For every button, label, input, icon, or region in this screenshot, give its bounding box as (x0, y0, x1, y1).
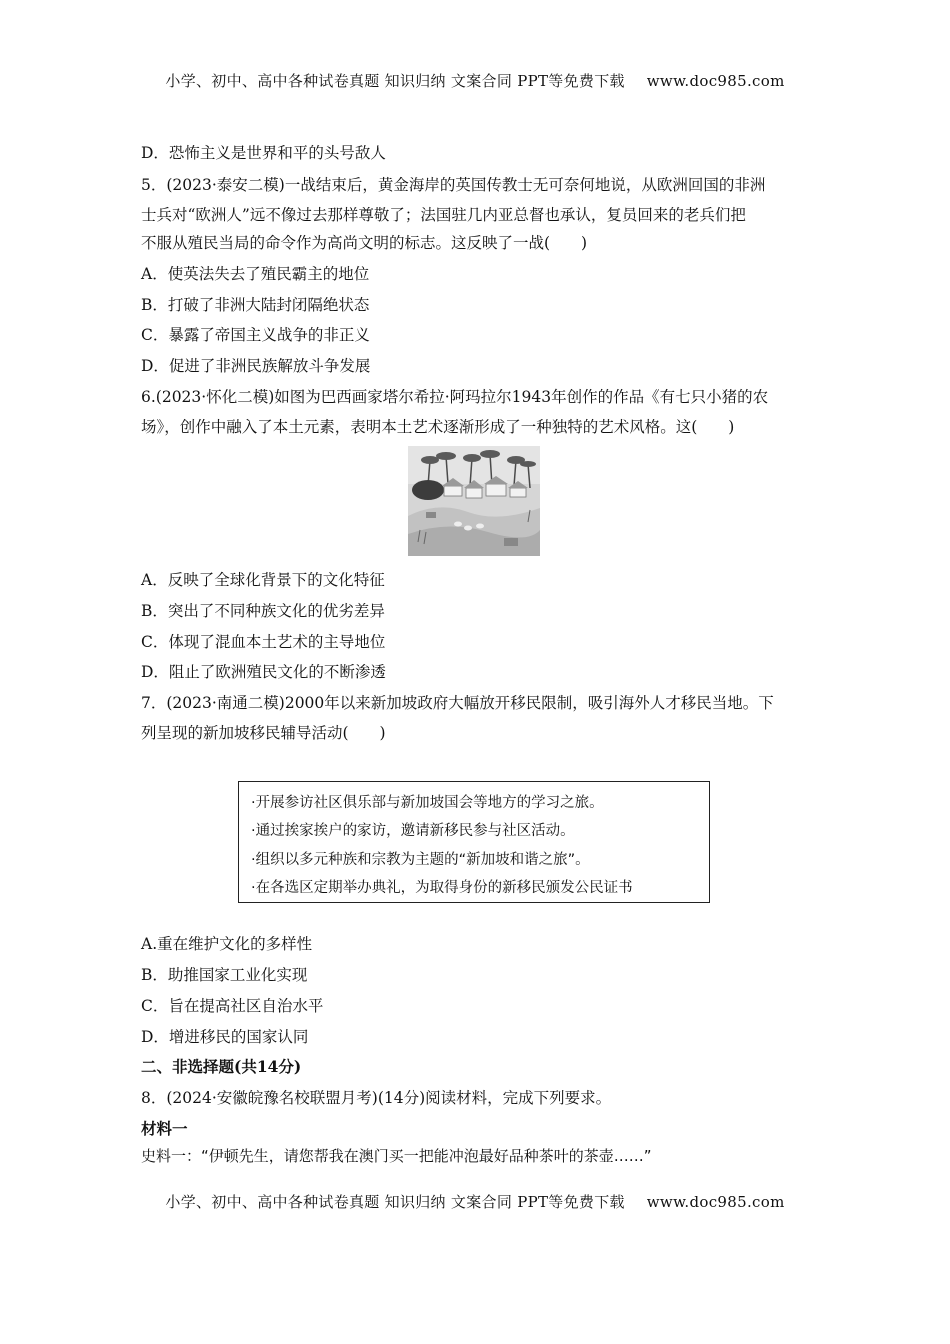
footer-url[interactable]: www.doc985.com (646, 1193, 785, 1211)
box-item-4: ·在各选区定期举办典礼，为取得身份的新移民颁发公民证书 (251, 880, 633, 896)
q7-activity-box (238, 781, 710, 903)
q8-material-label: 材料一 (141, 1119, 188, 1138)
header-url[interactable]: www.doc985.com (646, 72, 785, 90)
q6-stem-line-2: 场》，创作中融入了本土元素，表明本土艺术逐渐形成了一种独特的艺术风格。这( ) (141, 418, 735, 436)
q5-option-d: D．促进了非洲民族解放斗争发展 (141, 357, 371, 375)
q5-option-b: B．打破了非洲大陆封闭隔绝状态 (141, 296, 370, 314)
farm-painting-image (408, 446, 540, 556)
q7-option-b: B．助推国家工业化实现 (141, 966, 308, 984)
q7-option-c: C．旨在提高社区自治水平 (141, 997, 324, 1015)
box-item-1: ·开展参访社区俱乐部与新加坡国会等地方的学习之旅。 (251, 795, 604, 811)
page-footer (0, 1191, 950, 1212)
q5-stem-line-1: 5．(2023·泰安二模)一战结束后，黄金海岸的英国传教士无可奈何地说，从欧洲回国的非洲 (141, 176, 766, 194)
box-item-2: ·通过挨家挨户的家访，邀请新移民参与社区活动。 (251, 823, 575, 839)
q7-stem-line-1: 7．(2023·南通二模)2000年以来新加坡政府大幅放开移民限制，吸引海外人才移民当地。下 (141, 694, 774, 712)
q4-option-d: D．恐怖主义是世界和平的头号敌人 (141, 144, 386, 162)
q5-option-c: C．暴露了帝国主义战争的非正义 (141, 326, 370, 344)
q6-stem-line-1: 6.(2023·怀化二模)如图为巴西画家塔尔希拉·阿玛拉尔1943年创作的作品《有七只小猪的农 (141, 388, 769, 406)
page-header (0, 70, 950, 91)
q5-stem-line-2: 士兵对“欧洲人”远不像过去那样尊敬了；法国驻几内亚总督也承认，复员回来的老兵们把 (141, 206, 746, 224)
q8-stem: 8．(2024·安徽皖豫名校联盟月考)(14分)阅读材料，完成下列要求。 (141, 1089, 612, 1107)
q5-option-a: A．使英法失去了殖民霸主的地位 (141, 265, 370, 283)
q7-option-a: A.重在维护文化的多样性 (141, 935, 313, 953)
q5-stem-line-3: 不服从殖民当局的命令作为高尚文明的标志。这反映了一战( ) (141, 234, 588, 252)
q7-option-d: D．增进移民的国家认同 (141, 1028, 309, 1046)
q8-source-1: 史料一：“伊顿先生，请您帮我在澳门买一把能冲泡最好品种茶叶的茶壶……” (141, 1147, 652, 1165)
footer-text: 小学、初中、高中各种试卷真题 知识归纳 文案合同 PPT等免费下载 (165, 1193, 625, 1211)
q6-option-d: D．阻止了欧洲殖民文化的不断渗透 (141, 663, 386, 681)
q6-option-b: B．突出了不同种族文化的优劣差异 (141, 602, 385, 620)
q6-option-c: C．体现了混血本土艺术的主导地位 (141, 633, 386, 651)
header-text: 小学、初中、高中各种试卷真题 知识归纳 文案合同 PPT等免费下载 (165, 72, 625, 90)
q7-stem-line-2: 列呈现的新加坡移民辅导活动( ) (141, 724, 386, 742)
box-item-3: ·组织以多元种族和宗教为主题的“新加坡和谐之旅”。 (251, 852, 590, 868)
section-2-heading: 二、非选择题(共14分) (141, 1057, 302, 1076)
q6-option-a: A．反映了全球化背景下的文化特征 (141, 571, 385, 589)
